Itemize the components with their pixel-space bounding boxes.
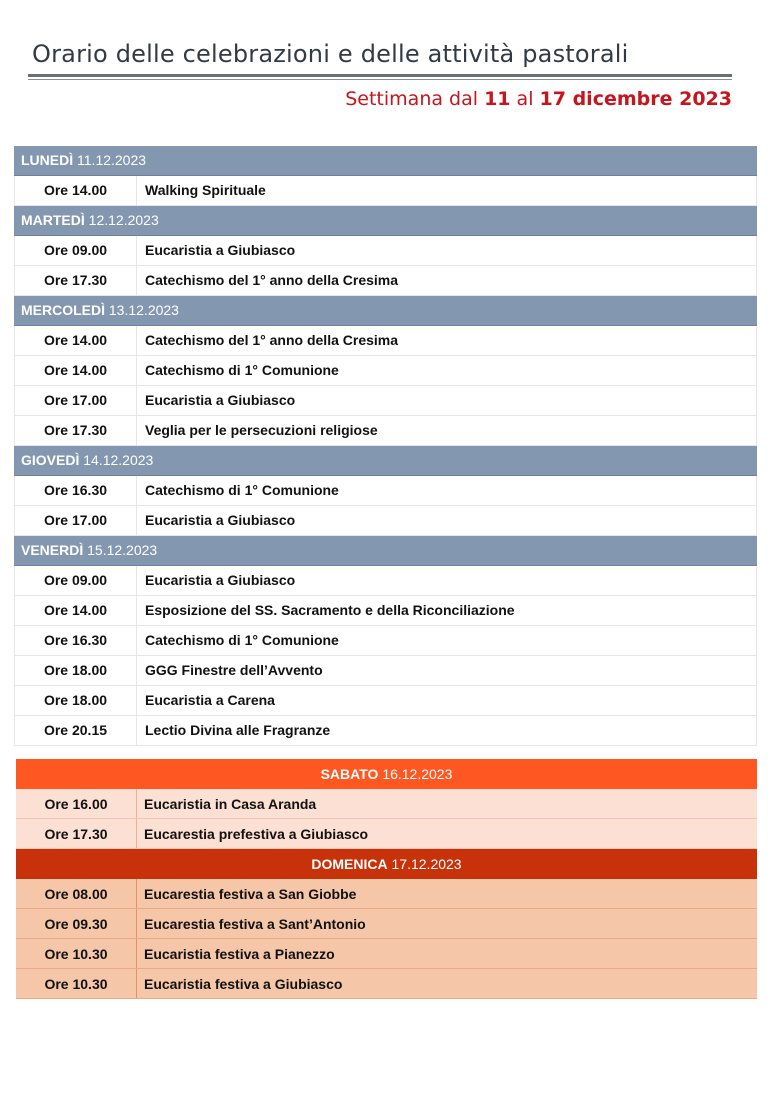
schedule-row bbox=[14, 596, 757, 626]
row-activity: Eucaristia in Casa Aranda bbox=[144, 796, 317, 812]
day-header-sabato: SABATO 16.12.2023 bbox=[16, 759, 757, 789]
schedule-row bbox=[14, 656, 757, 686]
schedule-row bbox=[14, 716, 757, 746]
schedule-row bbox=[16, 909, 757, 939]
row-time: Ore 17.30 bbox=[15, 266, 137, 295]
day-header: MARTEDÌ 12.12.2023 bbox=[14, 206, 757, 236]
schedule-row bbox=[14, 626, 757, 656]
row-activity: Catechismo di 1° Comunione bbox=[145, 482, 339, 498]
row-time: Ore 18.00 bbox=[15, 656, 137, 685]
weekend-schedule bbox=[16, 759, 757, 999]
schedule-row bbox=[16, 969, 757, 999]
day-header: GIOVEDÌ 14.12.2023 bbox=[14, 446, 757, 476]
row-time: Ore 10.30 bbox=[16, 969, 137, 998]
schedule-row bbox=[14, 686, 757, 716]
row-time: Ore 08.00 bbox=[16, 879, 137, 908]
schedule-row bbox=[14, 566, 757, 596]
row-time: Ore 16.30 bbox=[15, 626, 137, 655]
row-time: Ore 17.30 bbox=[15, 416, 137, 445]
day-header: LUNEDÌ 11.12.2023 bbox=[14, 146, 757, 176]
title-rule-thin bbox=[28, 79, 732, 80]
row-time: Ore 14.00 bbox=[15, 356, 137, 385]
row-activity: Esposizione del SS. Sacramento e della Riconciliazione bbox=[145, 602, 515, 618]
row-activity: Eucarestia festiva a San Giobbe bbox=[144, 886, 357, 902]
weekday-schedule bbox=[14, 146, 757, 746]
schedule-row bbox=[14, 266, 757, 296]
row-activity: Walking Spirituale bbox=[145, 182, 266, 198]
row-time: Ore 17.00 bbox=[15, 506, 137, 535]
schedule-row bbox=[14, 506, 757, 536]
row-time: Ore 14.00 bbox=[15, 176, 137, 205]
row-activity: Veglia per le persecuzioni religiose bbox=[145, 422, 378, 438]
schedule-row bbox=[16, 879, 757, 909]
row-activity: Eucaristia a Giubiasco bbox=[145, 242, 296, 258]
row-activity: Eucaristia festiva a Pianezzo bbox=[144, 946, 335, 962]
row-activity: GGG Finestre dell’Avvento bbox=[145, 662, 323, 678]
day-header: MERCOLEDÌ 13.12.2023 bbox=[14, 296, 757, 326]
schedule-row bbox=[16, 789, 757, 819]
title-rule bbox=[28, 74, 732, 77]
row-activity: Eucaristia festiva a Giubiasco bbox=[144, 976, 343, 992]
row-activity: Catechismo di 1° Comunione bbox=[145, 632, 339, 648]
row-time: Ore 14.00 bbox=[15, 596, 137, 625]
schedule-row bbox=[14, 356, 757, 386]
schedule-row bbox=[14, 416, 757, 446]
row-time: Ore 17.00 bbox=[15, 386, 137, 415]
row-time: Ore 10.30 bbox=[16, 939, 137, 968]
row-time: Ore 20.15 bbox=[15, 716, 137, 745]
day-header-domenica: DOMENICA 17.12.2023 bbox=[16, 849, 757, 879]
row-activity: Catechismo di 1° Comunione bbox=[145, 362, 339, 378]
schedule-row bbox=[14, 236, 757, 266]
row-activity: Catechismo del 1° anno della Cresima bbox=[145, 332, 399, 348]
row-time: Ore 16.00 bbox=[16, 789, 137, 818]
row-activity: Eucaristia a Giubiasco bbox=[145, 512, 296, 528]
schedule-row bbox=[14, 476, 757, 506]
schedule-row bbox=[16, 939, 757, 969]
day-header: VENERDÌ 15.12.2023 bbox=[14, 536, 757, 566]
row-activity: Eucaristia a Carena bbox=[145, 692, 275, 708]
schedule-row bbox=[14, 176, 757, 206]
row-activity: Catechismo del 1° anno della Cresima bbox=[145, 272, 399, 288]
schedule-row bbox=[14, 386, 757, 416]
row-time: Ore 17.30 bbox=[16, 819, 137, 848]
week-range: Settimana dal 11 al 17 dicembre 2023 bbox=[345, 88, 732, 110]
row-time: Ore 16.30 bbox=[15, 476, 137, 505]
schedule-row bbox=[14, 326, 757, 356]
row-activity: Eucaristia a Giubiasco bbox=[145, 572, 296, 588]
row-time: Ore 09.00 bbox=[15, 236, 137, 265]
row-activity: Eucarestia festiva a Sant’Antonio bbox=[144, 916, 366, 932]
row-time: Ore 09.00 bbox=[15, 566, 137, 595]
row-activity: Eucaristia a Giubiasco bbox=[145, 392, 296, 408]
page-title: Orario delle celebrazioni e delle attività pastorali bbox=[32, 40, 629, 68]
row-time: Ore 18.00 bbox=[15, 686, 137, 715]
row-activity: Eucarestia prefestiva a Giubiasco bbox=[144, 826, 369, 842]
row-time: Ore 09.30 bbox=[16, 909, 137, 938]
schedule-row bbox=[16, 819, 757, 849]
row-time: Ore 14.00 bbox=[15, 326, 137, 355]
row-activity: Lectio Divina alle Fragranze bbox=[145, 722, 331, 738]
